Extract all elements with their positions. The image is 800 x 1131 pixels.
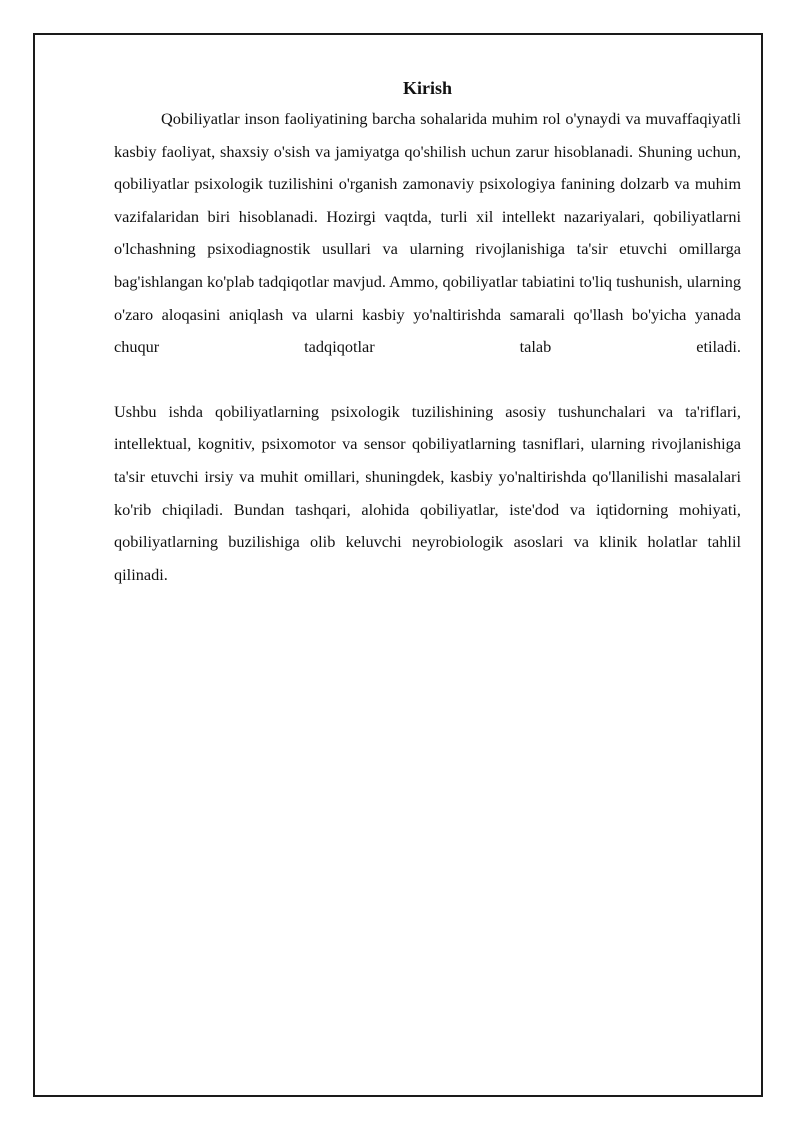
document-body — [114, 74, 741, 591]
section-heading: Kirish — [402, 78, 452, 98]
paragraph-intro: Qobiliyatlar inson faoliyatining barcha sohalarida muhim rol o'ynaydi va muvaffaqiyatli kasbiy faoliyat, shaxsiy o'sish va jamiyatga qo'shilish uchun zarur hisoblanadi. Shuning uchun, qobiliyatlar psixologik tuzilishini o'rganish zamonaviy psixologiya fanining dolzarb va muhim vazifalaridan biri hisoblanadi. Hozirgi vaqtda, turli xil intellekt nazariyalari, qobiliyatlarni o'lchashning psixodiagnostik usullari va ularning rivojlanishiga ta'sir etuvchi omillarga bag'ishlangan ko'plab tadqiqotlar mavjud. Ammo, qobiliyatlar tabiatini to'liq tushunish, ularning o'zaro aloqasini aniqlash va ularni kasbiy yo'naltirishda samarali qo'llash bo'yicha yanada chuqur tadqiqotlar talab etiladi. — [114, 109, 741, 357]
paragraph-spacer — [114, 364, 741, 396]
paragraph-scope: Ushbu ishda qobiliyatlarning psixologik tuzilishining asosiy tushunchalari va ta'riflari, intellektual, kognitiv, psixomotor va sensor qobiliyatlarning tasniflari, ularning rivojlanishiga ta'sir etuvchi irsiy va muhit omillari, shuningdek, kasbiy yo'naltirishda qo'llanilishi masalalari ko'rib chiqiladi. Bundan tashqari, alohida qobiliyatlar, iste'dod va iqtidorning mohiyati, qobiliyatlarning buzilishiga olib keluvchi neyrobiologik asoslari va klinik holatlar tahlil qilinadi. — [114, 401, 741, 584]
